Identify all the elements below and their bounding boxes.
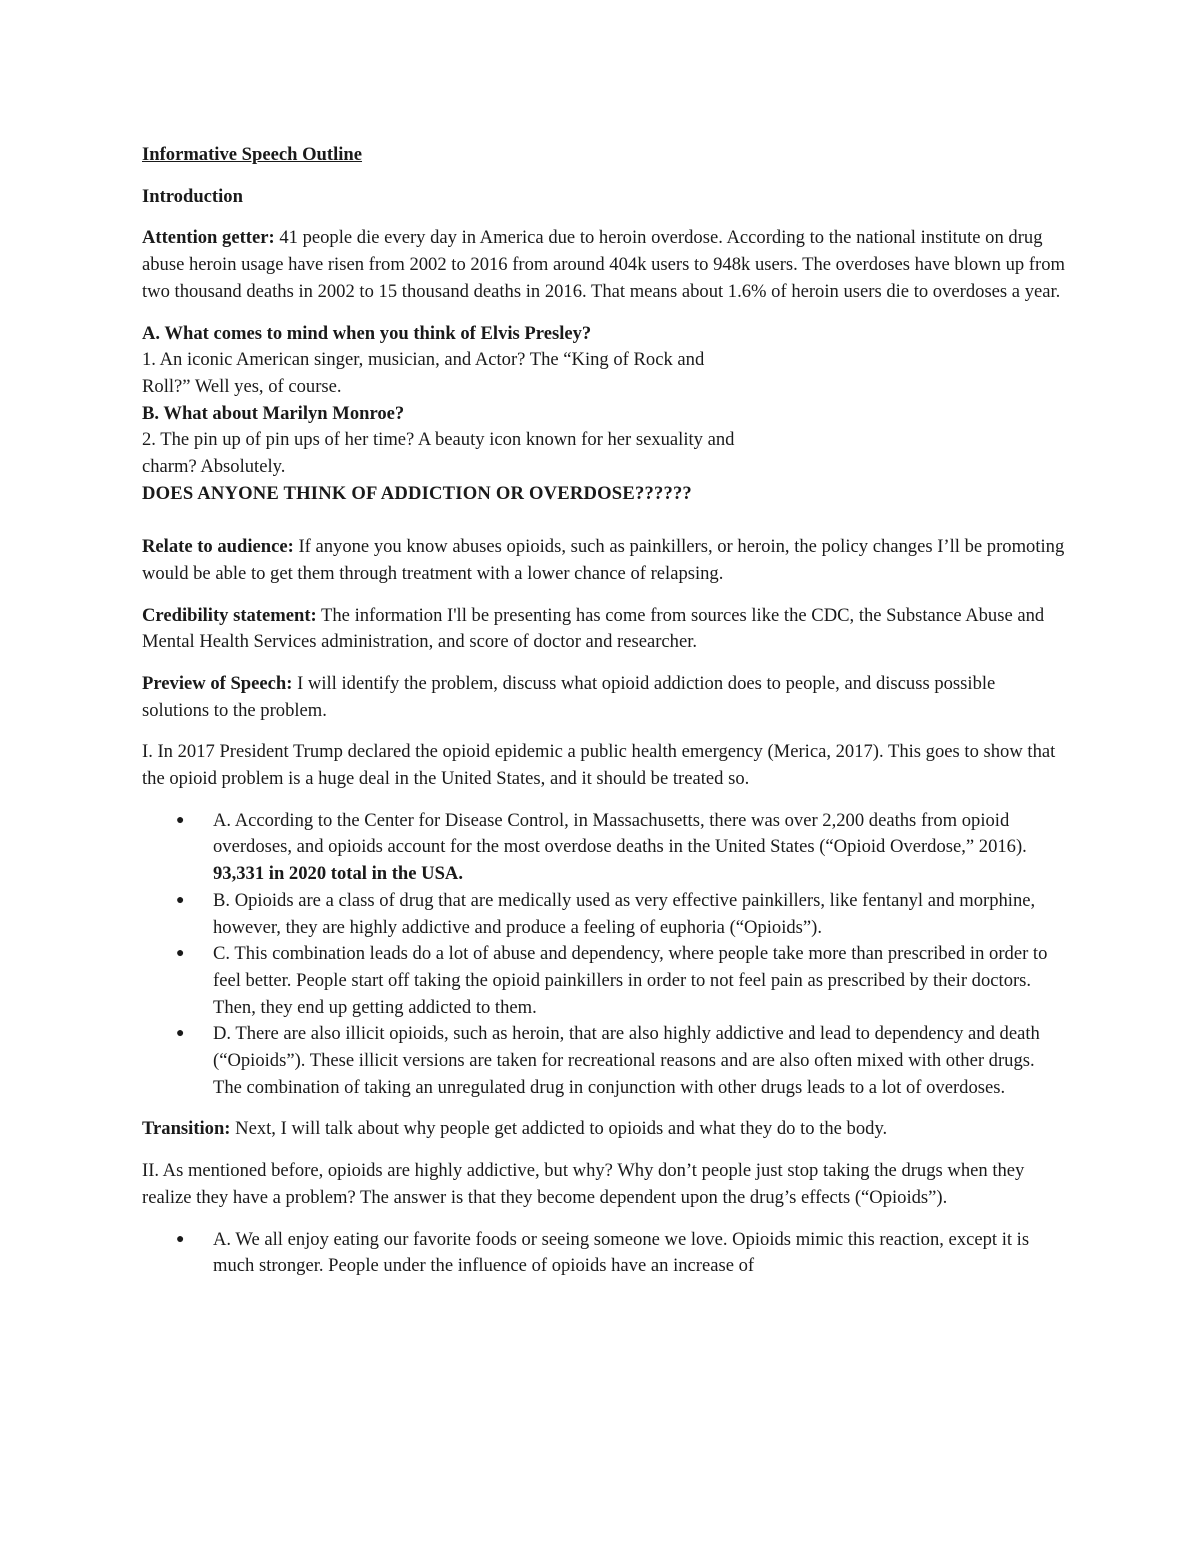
bullet-icon: ●	[176, 812, 185, 828]
bullet-icon: ●	[176, 1231, 185, 1247]
answer-2: 2. The pin up of pin ups of her time? A beauty icon known for her sexuality and	[142, 429, 735, 451]
introduction-heading: Introduction	[142, 185, 243, 207]
main-point-2: II. As mentioned before, opioids are highly addictive, but why? Why don’t people just stop taking the drugs when they realize they have a problem? The answer is that they become dependent upon the drug’s effects (“Opioids”).	[142, 1160, 1025, 1208]
list-item-text: A. According to the Center for Disease Control, in Massachusetts, there was over 2,200 deaths from opioid overdoses, and opioids account for the most overdose deaths in the United States (“Opioid Overdose,” 2016).	[213, 809, 1027, 858]
attention-getter-paragraph	[142, 225, 1067, 305]
attention-getter-text: 41 people die every day in America due to heroin overdose. According to the national institute on drug abuse heroin usage have risen from 2002 to 2016 from around 404k users to 948k users. The overdoses have blown up from two thousand deaths in 2002 to 15 thousand deaths in 2016. That means about 1.6% of heroin users die to overdoses a year.	[142, 227, 1065, 302]
transition-text: Next, I will talk about why people get addicted to opioids and what they do to the body.	[230, 1118, 888, 1140]
list-item-text: D. There are also illicit opioids, such as heroin, that are also highly addictive and lead to dependency and death (“Opioids”). These illicit versions are taken for recreational reasons and are also often mixed with other drugs. The combination of taking an unregulated drug in conjunction with other drugs leads to a lot of overdoses.	[213, 1023, 1040, 1098]
answer-1: 1. An iconic American singer, musician, and Actor? The “King of Rock and	[142, 349, 705, 371]
credibility-text: The information I'll be presenting has come from sources like the CDC, the Substance Abuse and Mental Health Services administration, and score of doctor and researcher.	[142, 604, 1045, 653]
list-item	[142, 808, 1067, 888]
answer-1-continued: Roll?” Well yes, of course.	[142, 375, 342, 397]
list-item-text: A. We all enjoy eating our favorite foods or seeing someone we love. Opioids mimic this reaction, except it is much stronger. People under the influence of opioids have an increase of	[213, 1228, 1030, 1277]
question-b: B. What about Marilyn Monroe?	[142, 402, 405, 424]
credibility-label: Credibility statement:	[142, 604, 317, 626]
list-item	[142, 888, 1067, 941]
list-item	[142, 1021, 1067, 1101]
main-point-2-list	[142, 1227, 1067, 1280]
main-point-1-list	[142, 808, 1067, 1102]
bullet-icon: ●	[176, 1026, 185, 1042]
answer-2-continued: charm? Absolutely.	[142, 456, 286, 478]
blank-line	[142, 507, 1067, 534]
bullet-icon: ●	[176, 946, 185, 962]
main-point-1: I. In 2017 President Trump declared the opioid epidemic a public health emergency (Merica, 2017). This goes to show that the opioid problem is a huge deal in the United States, and it should be treated so.	[142, 741, 1056, 790]
bullet-icon: ●	[176, 892, 185, 908]
list-item-text: B. Opioids are a class of drug that are medically used as very effective painkillers, like fentanyl and morphine, however, they are highly addictive and produce a feeling of euphoria (“Opioids”).	[213, 889, 1036, 938]
document-title: Informative Speech Outline	[142, 144, 363, 165]
document-page	[142, 142, 1067, 1295]
preview-label: Preview of Speech:	[142, 672, 293, 694]
relate-text: If anyone you know abuses opioids, such as painkillers, or heroin, the policy changes I’ll be promoting would be able to get them through treatment with a lower chance of relapsing.	[142, 536, 1065, 584]
question-block	[142, 321, 1067, 535]
addiction-question: DOES ANYONE THINK OF ADDICTION OR OVERDOSE??????	[142, 482, 692, 504]
transition-paragraph	[142, 1116, 1067, 1143]
credibility-paragraph	[142, 603, 1067, 656]
preview-text: I will identify the problem, discuss what opioid addiction does to people, and discuss possible solutions to the problem.	[142, 672, 996, 721]
list-item-bold-text: 93,331 in 2020 total in the USA.	[213, 863, 463, 885]
relate-paragraph	[142, 534, 1067, 587]
attention-getter-label: Attention getter:	[142, 227, 275, 249]
list-item	[142, 1227, 1067, 1280]
question-a: A. What comes to mind when you think of Elvis Presley?	[142, 322, 592, 344]
transition-label: Transition:	[142, 1118, 231, 1140]
list-item-text: C. This combination leads do a lot of abuse and dependency, where people take more than prescribed in order to feel better. People start off taking the opioid painkillers in order to not feel pain as prescribed by their doctors. Then, they end up getting addicted to them.	[213, 943, 1048, 1018]
list-item	[142, 941, 1067, 1021]
relate-label: Relate to audience:	[142, 536, 294, 558]
preview-paragraph	[142, 671, 1067, 724]
